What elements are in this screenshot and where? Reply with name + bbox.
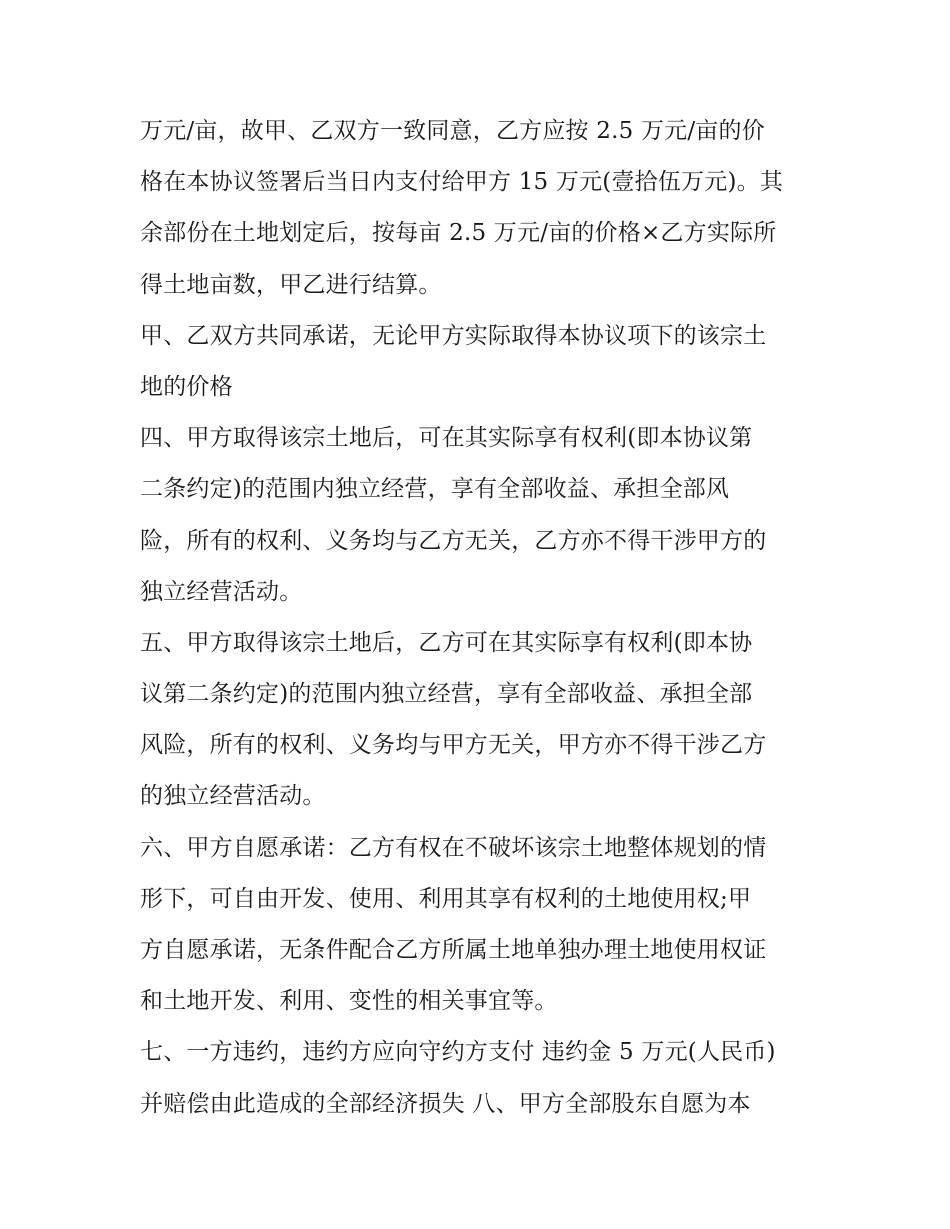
text-line: 形下，可自由开发、使用、利用其享有权利的土地使用权;甲: [140, 885, 752, 912]
text-line: 七、一方违约，违约方应向守约方支付 违约金 5 万元(人民币): [140, 1039, 776, 1066]
text-line: 并赔偿由此造成的全部经济损失 八、甲方全部股东自愿为本: [140, 1090, 751, 1117]
text-line: 方自愿承诺，无条件配合乙方所属土地单独办理土地使用权证: [140, 937, 767, 963]
text-line: 独立经营活动。: [140, 578, 303, 605]
text-line: 五、甲方取得该宗土地后，乙方可在其实际享有权利(即本协: [140, 629, 753, 656]
document-body: [140, 106, 820, 1130]
text-line: 余部份在土地划定后，按每亩 2.5 万元/亩的价格×乙方实际所: [140, 220, 777, 247]
text-line: 四、甲方取得该宗土地后，可在其实际享有权利(即本协议第: [140, 425, 753, 452]
text-line: 甲、乙双方共同承诺，无论甲方实际取得本协议项下的该宗土: [140, 322, 767, 349]
text-line: 和土地开发、利用、变性的相关事宜等。: [140, 988, 558, 1015]
text-line: 地的价格: [140, 373, 233, 400]
text-line: 六、甲方自愿承诺：乙方有权在不破坏该宗土地整体规划的情: [140, 834, 767, 861]
text-line: 二条约定)的范围内独立经营，享有全部收益、承担全部风: [140, 476, 730, 503]
text-line: 险，所有的权利、义务均与乙方无关，乙方亦不得干涉甲方的: [140, 527, 767, 554]
text-line: 议第二条约定)的范围内独立经营，享有全部收益、承担全部: [140, 681, 753, 708]
text-line: 风险，所有的权利、义务均与甲方无关，甲方亦不得干涉乙方: [140, 732, 767, 759]
text-line: 得土地亩数，甲乙进行结算。: [140, 271, 442, 298]
text-line: 格在本协议签署后当日内支付给甲方 15 万元(壹拾伍万元)。其: [140, 169, 784, 196]
text-line: 万元/亩，故甲、乙双方一致同意，乙方应按 2.5 万元/亩的价: [140, 118, 765, 144]
text-line: 的独立经营活动。: [140, 783, 326, 810]
